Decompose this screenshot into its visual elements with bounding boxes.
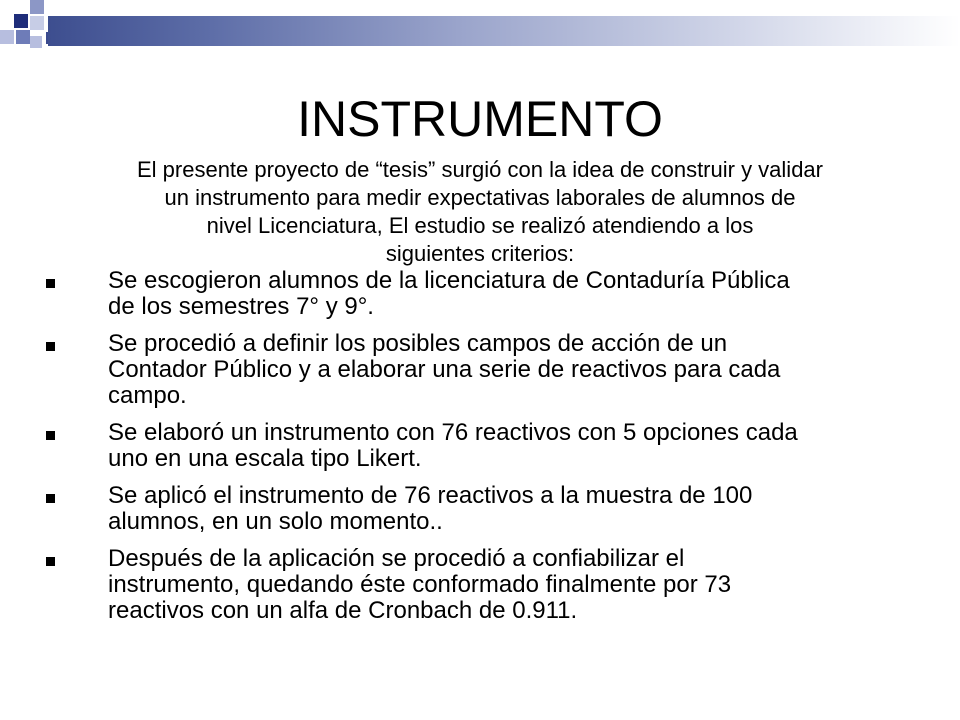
list-item bbox=[44, 483, 924, 535]
list-item-line: Se aplicó el instrumento de 76 reactivos a la muestra de 100 bbox=[108, 482, 753, 509]
list-item bbox=[44, 420, 924, 472]
list-item-line: alumnos, en un solo momento.. bbox=[108, 508, 443, 535]
deco-square-light bbox=[30, 36, 42, 48]
header-decoration bbox=[0, 0, 960, 60]
intro-paragraph bbox=[30, 156, 930, 268]
list-item-line: de los semestres 7° y 9°. bbox=[108, 293, 374, 320]
list-item bbox=[44, 268, 924, 320]
deco-square-mid bbox=[30, 0, 44, 14]
list-item bbox=[44, 546, 924, 624]
intro-line: un instrumento para medir expectativas laborales de alumnos de bbox=[164, 185, 796, 210]
list-item-line: reactivos con un alfa de Cronbach de 0.911. bbox=[108, 597, 578, 624]
slide-title: INSTRUMENTO bbox=[297, 91, 663, 147]
list-item-line: Contador Público y a elaborar una serie de reactivos para cada bbox=[108, 356, 781, 383]
intro-line: El presente proyecto de “tesis” surgió con la idea de construir y validar bbox=[136, 157, 823, 182]
square-bullet-icon bbox=[46, 431, 55, 440]
deco-square-dark bbox=[14, 14, 28, 28]
list-item-line: Se elaboró un instrumento con 76 reactivos con 5 opciones cada bbox=[108, 419, 798, 446]
square-bullet-icon bbox=[46, 279, 55, 288]
deco-square-light bbox=[0, 30, 14, 44]
header-gradient-band bbox=[48, 16, 960, 46]
deco-square-mid bbox=[16, 30, 30, 44]
list-item-line: Se escogieron alumnos de la licenciatura de Contaduría Pública bbox=[108, 267, 790, 294]
list-item-line: instrumento, quedando éste conformado finalmente por 73 bbox=[108, 571, 732, 598]
list-item-line: uno en una escala tipo Likert. bbox=[108, 445, 422, 472]
deco-square-light bbox=[30, 16, 44, 30]
intro-line: siguientes criterios: bbox=[385, 241, 575, 266]
square-bullet-icon bbox=[46, 494, 55, 503]
square-bullet-icon bbox=[46, 557, 55, 566]
list-item-line: campo. bbox=[108, 382, 187, 409]
square-bullet-icon bbox=[46, 342, 55, 351]
criteria-list bbox=[44, 268, 924, 635]
list-item-line: Se procedió a definir los posibles campos de acción de un bbox=[108, 330, 728, 357]
list-item bbox=[44, 331, 924, 409]
list-item-line: Después de la aplicación se procedió a confiabilizar el bbox=[108, 545, 685, 572]
intro-line: nivel Licenciatura, El estudio se realizó atendiendo a los bbox=[206, 213, 754, 238]
